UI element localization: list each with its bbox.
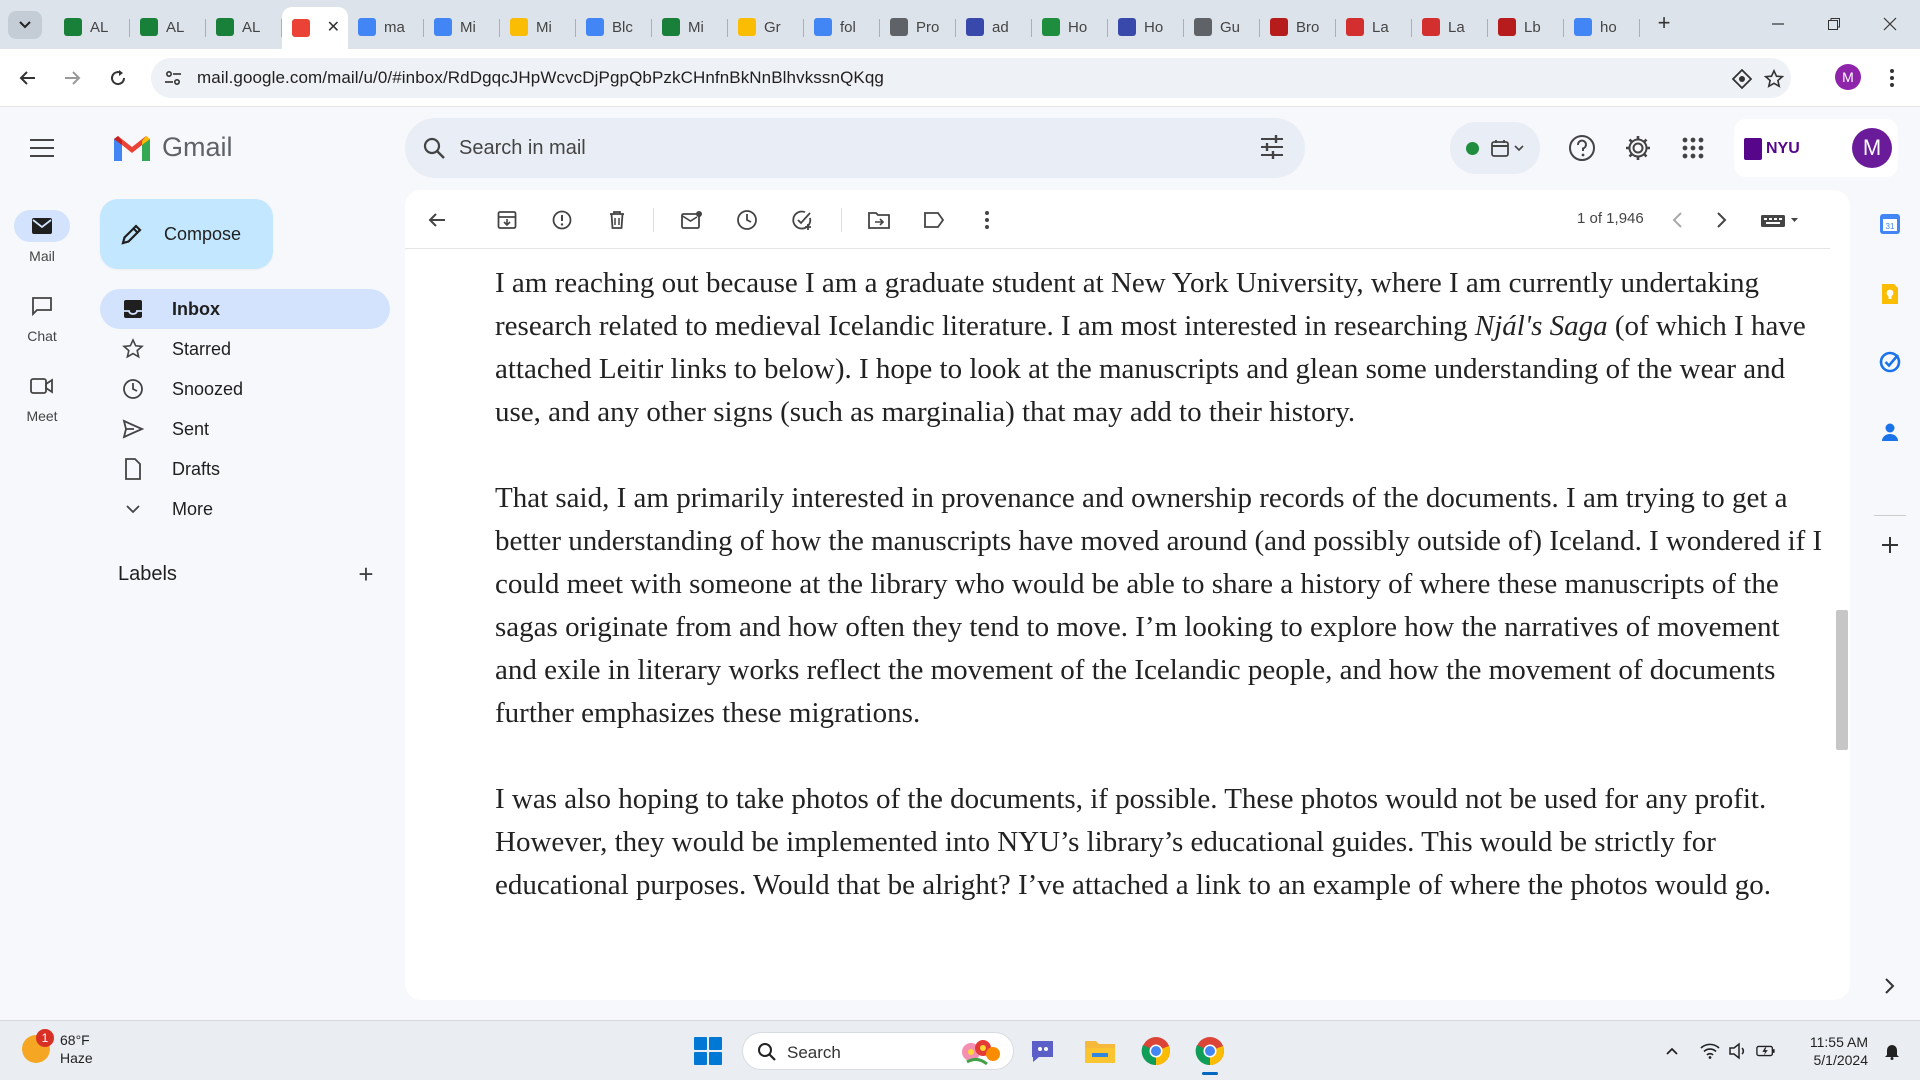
gear-icon	[1624, 134, 1652, 162]
clock-icon	[736, 209, 758, 231]
clock-date: 5/1/2024	[1813, 1052, 1868, 1068]
draft-icon	[123, 458, 143, 480]
search-options-icon[interactable]	[1259, 134, 1285, 160]
nyu-torch-icon	[1744, 138, 1762, 160]
google-docs-icon	[586, 18, 604, 36]
input-tools-button[interactable]	[1760, 208, 1800, 232]
browser-tab[interactable]	[1184, 9, 1260, 45]
mail-icon	[31, 217, 53, 235]
browser-profile-avatar[interactable]: M	[1835, 64, 1861, 90]
browser-tab[interactable]	[956, 9, 1032, 45]
browser-tab[interactable]	[206, 9, 282, 45]
org-name: NYU	[1766, 140, 1800, 157]
settings-button[interactable]	[1624, 134, 1652, 162]
mark-unread-button[interactable]	[680, 208, 704, 232]
chevron-down-icon	[125, 504, 141, 514]
hazy-sun-icon	[22, 1031, 50, 1063]
chevron-down-icon	[1514, 145, 1524, 152]
archive-icon	[1118, 18, 1136, 36]
browser-tab-strip	[0, 0, 1920, 49]
chrome-profile-app[interactable]	[1194, 1035, 1226, 1067]
tab-title: Mi	[536, 18, 552, 36]
paragraph-text: (of which I have attached Leitir links to below). I hope to look at the manuscripts and glean some understanding of the wear and use, and any other signs (such as marginalia) that may add to their history.	[495, 310, 1806, 428]
toolbar-divider	[653, 208, 654, 232]
close-tab-icon[interactable]: ✕	[326, 19, 340, 36]
chat-icon	[31, 296, 53, 316]
tab-title: Blc	[612, 18, 633, 36]
chrome-icon	[1141, 1036, 1171, 1066]
site-info-icon[interactable]	[163, 68, 183, 88]
browser-tab[interactable]	[576, 9, 652, 45]
notifications-button[interactable]	[1882, 1041, 1902, 1061]
mailbox-nav	[100, 289, 390, 529]
weather-condition: Haze	[60, 1050, 93, 1066]
tab-title: ho	[1600, 18, 1617, 36]
volume-control[interactable]	[1728, 1041, 1748, 1061]
message-scrollbar[interactable]	[1836, 250, 1848, 1000]
get-addons-button[interactable]	[1878, 533, 1902, 557]
mark-unread-icon	[681, 210, 703, 230]
address-bar[interactable]	[151, 58, 1791, 98]
browser-tab[interactable]	[500, 9, 576, 45]
mail-search-bar	[405, 118, 1305, 178]
google-apps-button[interactable]	[1679, 134, 1707, 162]
body-paragraph-3	[495, 778, 1825, 907]
globe-icon	[890, 18, 908, 36]
browser-tab[interactable]	[1336, 9, 1412, 45]
nav-item-starred[interactable]	[100, 329, 390, 369]
google-docs-icon	[358, 18, 376, 36]
labels-button[interactable]	[922, 208, 946, 232]
browser-toolbar	[0, 49, 1920, 107]
more-actions-button[interactable]	[975, 208, 999, 232]
toolbar-divider	[841, 208, 842, 232]
tab-title: Ho	[1068, 18, 1088, 36]
browser-tab[interactable]	[1412, 9, 1488, 45]
tab-search-button[interactable]	[8, 11, 42, 39]
nav-label: Drafts	[172, 458, 221, 479]
calendar-icon	[1490, 138, 1510, 158]
google-sheets-icon	[64, 18, 82, 36]
keep-app-button[interactable]	[1878, 282, 1902, 306]
plus-icon	[1880, 535, 1900, 555]
google-calendar-icon	[1879, 213, 1901, 235]
battery-status[interactable]	[1756, 1041, 1776, 1061]
body-paragraph-1	[495, 262, 1825, 434]
gmail-icon	[292, 19, 310, 37]
browser-tab[interactable]	[54, 9, 130, 45]
google-contacts-icon	[1880, 421, 1900, 443]
restore-button[interactable]	[1822, 12, 1846, 36]
status-selector[interactable]	[1450, 122, 1540, 174]
message-pane	[405, 190, 1850, 1000]
archive-icon	[497, 210, 517, 230]
browser-tab[interactable]	[728, 9, 804, 45]
labels-header: Labels	[118, 563, 177, 585]
bell-icon	[1884, 1042, 1900, 1060]
chrome-icon	[1195, 1036, 1225, 1066]
tab-title: AL	[166, 18, 185, 36]
gmail-logo-icon	[112, 133, 152, 163]
chevron-down-icon	[18, 20, 32, 30]
show-hidden-icons-button[interactable]	[1662, 1041, 1682, 1061]
contacts-app-button[interactable]	[1878, 420, 1902, 444]
older-message-button[interactable]	[1710, 208, 1734, 232]
help-button[interactable]	[1568, 134, 1596, 162]
add-task-icon	[791, 209, 813, 231]
rail-label-chat: Chat	[27, 328, 57, 344]
status-active-dot	[1466, 142, 1479, 155]
hide-side-panel-button[interactable]	[1878, 974, 1902, 998]
paragraph-text: I am reaching out because I am a graduate student at New York University, where I am currently undertaking research related to medieval Icelandic literature. I am most interested in researching	[495, 267, 1760, 342]
browser-tab[interactable]	[1260, 9, 1336, 45]
back-button[interactable]	[16, 66, 40, 90]
keyboard-icon	[1760, 212, 1800, 228]
snooze-button[interactable]	[735, 208, 759, 232]
minimize-icon	[1771, 17, 1785, 31]
taskbar-search[interactable]	[742, 1032, 1014, 1070]
account-avatar[interactable]: M	[1852, 128, 1892, 168]
toolbar-separator	[405, 248, 1830, 249]
bookmark-b-icon	[966, 18, 984, 36]
system-clock[interactable]	[1802, 1033, 1868, 1069]
rail-item-mail[interactable]	[0, 210, 84, 264]
inbox-icon	[123, 299, 143, 319]
google-sheets-icon	[216, 18, 234, 36]
help-icon	[1568, 134, 1596, 162]
close-icon	[1883, 17, 1897, 31]
browser-tab[interactable]	[282, 7, 348, 49]
report-spam-button[interactable]	[550, 208, 574, 232]
rail-item-chat[interactable]	[0, 290, 84, 344]
arrow-left-icon	[427, 210, 447, 230]
start-button[interactable]	[694, 1037, 722, 1065]
weather-widget[interactable]	[22, 1031, 93, 1067]
paragraph-text: I was also hoping to take photos of the documents, if possible. These photos would not be used for any profit. However, they would be implemented into NYU’s library’s educational guides. This would be strictly for educational purposes. Would that be alright? I’ve attached a link to an example of where the photos would go.	[495, 783, 1771, 901]
google-keep-icon	[1880, 283, 1900, 305]
nav-label: More	[172, 498, 214, 519]
nav-item-snoozed[interactable]	[100, 369, 390, 409]
browser-menu-button[interactable]	[1880, 66, 1904, 90]
rail-item-meet[interactable]	[0, 370, 84, 424]
send-icon	[122, 418, 144, 440]
google-docs-icon	[814, 18, 832, 36]
globe-icon	[1194, 18, 1212, 36]
clock-time: 11:55 AM	[1809, 1034, 1868, 1050]
battery-charging-icon	[1756, 1043, 1776, 1059]
google-tasks-icon	[1879, 351, 1901, 373]
tab-title: Bro	[1296, 18, 1320, 36]
add-to-tasks-button[interactable]	[790, 208, 814, 232]
browser-tab[interactable]	[652, 9, 728, 45]
nav-label: Sent	[172, 418, 210, 439]
browser-tab[interactable]	[880, 9, 956, 45]
star-icon	[122, 338, 144, 360]
google-drive-icon	[510, 18, 528, 36]
system-tray	[1660, 1031, 1920, 1071]
rail-label-meet: Meet	[26, 408, 58, 424]
nyu-logo	[1744, 138, 1802, 160]
weather-temperature: 68°F	[60, 1032, 90, 1048]
nav-item-sent[interactable]	[100, 409, 390, 449]
tab-title: fol	[840, 18, 856, 36]
apps-grid-icon	[1681, 136, 1705, 160]
search-icon[interactable]	[422, 136, 446, 160]
h-icon	[1498, 18, 1516, 36]
speaker-icon	[1728, 1042, 1748, 1060]
gmail-logo[interactable]	[112, 132, 233, 163]
tab-title: Gu	[1220, 18, 1241, 36]
delete-button[interactable]	[605, 208, 629, 232]
taskbar-search-label: Search	[787, 1043, 841, 1062]
nav-item-drafts[interactable]	[100, 449, 390, 489]
body-paragraph-2	[495, 477, 1825, 735]
tab-title: Mi	[688, 18, 704, 36]
arrow-right-icon	[62, 68, 82, 88]
scrollbar-thumb[interactable]	[1836, 610, 1848, 750]
tab-title: AL	[242, 18, 261, 36]
account-switcher[interactable]	[1734, 119, 1898, 177]
side-panel-divider	[1874, 515, 1906, 516]
pencil-icon	[120, 222, 144, 246]
chevron-up-icon	[1665, 1046, 1679, 1056]
wifi-status[interactable]	[1700, 1041, 1720, 1061]
weather-alert-badge: 1	[36, 1029, 54, 1047]
tab-title: Pro	[916, 18, 940, 36]
windows-taskbar	[0, 1020, 1920, 1080]
nav-item-more[interactable]	[100, 489, 390, 529]
teams-chat-icon	[1029, 1037, 1059, 1065]
main-menu-button[interactable]	[28, 136, 56, 160]
newer-message-button[interactable]	[1665, 208, 1689, 232]
close-window-button[interactable]	[1878, 12, 1902, 36]
message-body	[495, 262, 1825, 950]
tab-title: Mi	[460, 18, 476, 36]
tab-title: Lb	[1524, 18, 1541, 36]
browser-tab[interactable]	[1032, 9, 1108, 45]
tab-title: ad	[992, 18, 1009, 36]
tab-title: AL	[90, 18, 109, 36]
h-icon	[1270, 18, 1288, 36]
browser-tab[interactable]	[1564, 9, 1640, 45]
reload-icon	[108, 68, 128, 88]
video-icon	[30, 377, 54, 395]
archive-button[interactable]	[495, 208, 519, 232]
rail-label-mail: Mail	[29, 248, 55, 264]
search-input[interactable]	[459, 133, 1159, 163]
google-icon	[1574, 18, 1592, 36]
nav-label: Snoozed	[172, 378, 244, 399]
compose-label: Compose	[164, 223, 242, 244]
tab-title: ma	[384, 18, 405, 36]
arrow-left-icon	[18, 68, 38, 88]
reload-button[interactable]	[106, 66, 130, 90]
restore-icon	[1827, 17, 1841, 31]
file-explorer-app[interactable]	[1084, 1035, 1116, 1067]
browser-tab[interactable]	[348, 9, 424, 45]
move-to-button[interactable]	[867, 208, 891, 232]
kebab-menu-icon	[984, 210, 990, 230]
paragraph-text: That said, I am primarily interested in provenance and ownership records of the documents. I am trying to get a better understanding of how the manuscripts have moved around (and possibly outside of) Iceland. I wondered if I could meet with someone at the library who would be able to share a history of where these manuscripts of the sagas originate from and how often they tend to move. I’m looking to explore how the narratives of movement and exile in literary works reflect the movement of the Icelandic people, and how the movement of documents further emphasizes these migrations.	[495, 482, 1823, 729]
chevron-right-icon	[1884, 977, 1896, 995]
create-label-button[interactable]: +	[358, 559, 374, 589]
book-title: Njál's Saga	[1474, 310, 1608, 342]
pagination-count: 1 of 1,946	[1577, 210, 1644, 227]
compose-button[interactable]	[100, 199, 273, 269]
search-highlight-flowers-icon	[957, 1038, 1003, 1066]
message-toolbar	[405, 190, 1850, 248]
browser-tab[interactable]	[424, 9, 500, 45]
tab-title: La	[1372, 18, 1389, 36]
trash-icon	[608, 210, 626, 230]
folder-move-icon	[868, 210, 890, 230]
tab-title: La	[1448, 18, 1465, 36]
gmail-wordmark: Gmail	[162, 132, 233, 162]
browser-tab[interactable]	[1108, 9, 1184, 45]
nav-label: Starred	[172, 338, 232, 359]
browser-tab[interactable]	[130, 9, 206, 45]
svg-text:31: 31	[1885, 222, 1895, 231]
nav-label: Inbox	[172, 298, 220, 319]
l-icon	[1346, 18, 1364, 36]
chevron-left-icon	[1671, 211, 1683, 229]
l-icon	[1422, 18, 1440, 36]
link-icon	[1042, 18, 1060, 36]
report-icon	[552, 210, 572, 230]
minimize-button[interactable]	[1766, 12, 1790, 36]
google-sheets-icon	[662, 18, 680, 36]
teams-app[interactable]	[1028, 1035, 1060, 1067]
wifi-icon	[1700, 1043, 1720, 1059]
chevron-right-icon	[1716, 211, 1728, 229]
label-icon	[923, 211, 945, 229]
tab-title: Ho	[1144, 18, 1164, 36]
extension-icon[interactable]	[1731, 68, 1753, 90]
browser-tab[interactable]	[1488, 9, 1564, 45]
folder-icon	[1084, 1037, 1116, 1065]
google-docs-icon	[434, 18, 452, 36]
forward-button[interactable]	[60, 66, 84, 90]
search-icon	[757, 1042, 777, 1062]
nav-item-inbox[interactable]	[100, 289, 390, 329]
new-tab-button[interactable]: +	[1657, 10, 1671, 35]
clock-icon	[122, 378, 144, 400]
browser-tab[interactable]	[804, 9, 880, 45]
side-panel	[1862, 190, 1920, 1020]
chrome-app[interactable]	[1140, 1035, 1172, 1067]
calendar-app-button[interactable]	[1878, 212, 1902, 236]
google-sheets-icon	[140, 18, 158, 36]
google-drive-icon	[738, 18, 756, 36]
tasks-app-button[interactable]	[1878, 350, 1902, 374]
tab-list	[54, 7, 1640, 47]
tab-title: Gr	[764, 18, 781, 36]
kebab-menu-icon	[1889, 68, 1895, 88]
app-rail	[0, 107, 84, 1020]
bookmark-star-icon[interactable]	[1763, 68, 1785, 90]
url-text[interactable]: mail.google.com/mail/u/0/#inbox/RdDgqcJHpWcvcDjPgpQbPzkCHnfnBkNnBlhvkssnQKqg	[197, 68, 884, 87]
back-to-inbox-button[interactable]	[425, 208, 449, 232]
